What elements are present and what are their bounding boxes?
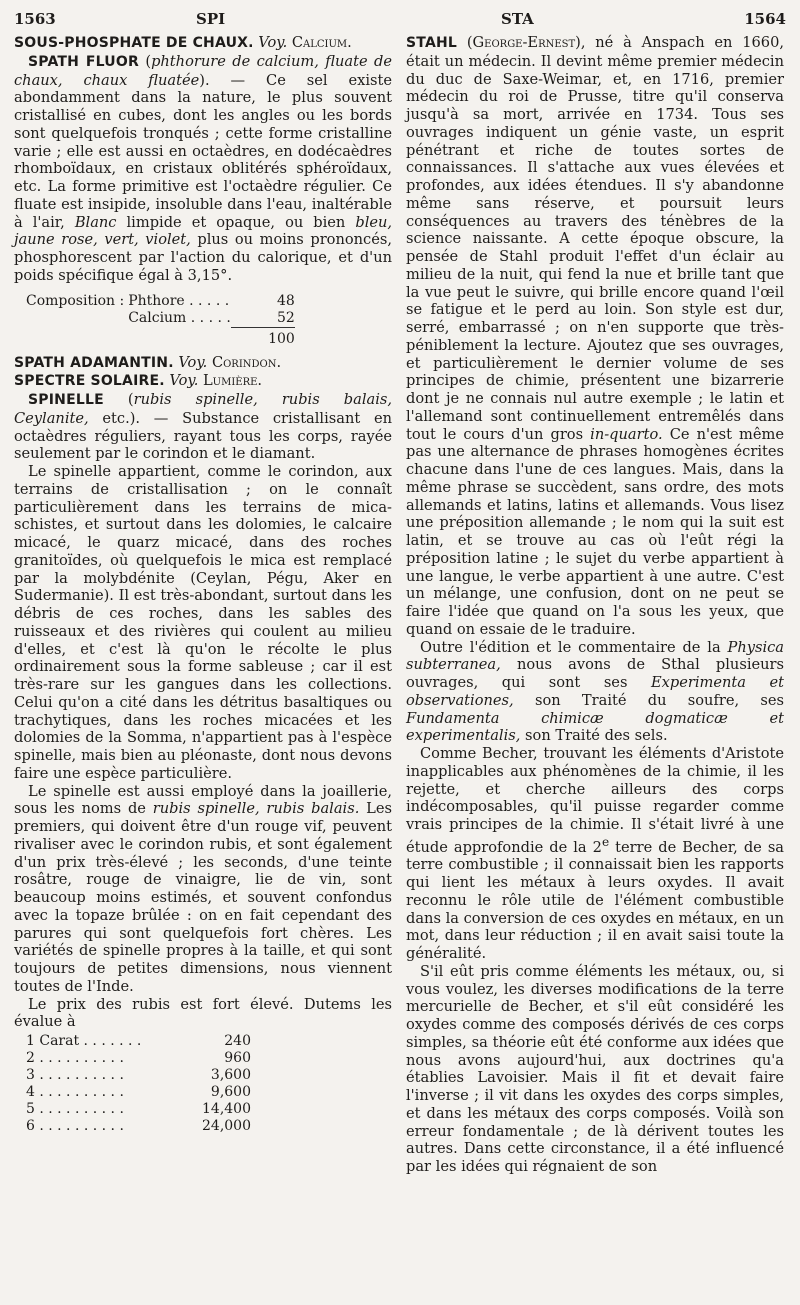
entry-text: etc.). — Substance cristallisant en octaèdres réguliers, rayant tous les corps, rayée seulement par le corindon et le diamant. bbox=[14, 409, 393, 463]
entry-text: Comme Becher, trouvant les éléments d'Aristote inapplicables aux phénomènes de la chimie, il les rejette, et cherche ailleurs des corps indécomposables, qu'il puisse regarder comme vrais principes de la chimie. Il s'était livré à une étude approfondie de la 2 bbox=[406, 745, 784, 856]
component-name: Phthore . . . . . bbox=[128, 292, 230, 309]
component-value: 48 bbox=[277, 292, 295, 309]
left-column bbox=[14, 34, 392, 1135]
paragraph: Le prix des rubis est fort élevé. Dutems les évalue à bbox=[14, 995, 392, 1031]
entry-text: Ce n'est même pas une alternance de phrases homogènes écrites chacune dans l'une de ces langues. Mais, dans la même phrase se succèdent, sans ordre, des mots allemands et latins, latins et allemands. Vous lisez une préposition allemande ; le nom qui la suit est latin, et se trouve au cas où l'eût régi la préposition latine ; le sujet du verbe appartient à une langue, le verbe appartient à une autre. C'est un mélange, une confusion, dont on ne peut se faire l'idée que quand on l'a sous les yeux, que quand on essaie de le traduire. bbox=[406, 425, 785, 638]
entry-text: nous avons de Sthal plusieurs ouvrages, qui sont ses bbox=[406, 656, 784, 691]
ordinal-suffix: e bbox=[601, 834, 610, 849]
page-header bbox=[14, 10, 786, 30]
entry-text: plus ou moins prononcés, phosphorescent par l'action du calorique, et d'un poids spécifique égal à 3,15°. bbox=[14, 231, 392, 284]
price-value: 24,000 bbox=[202, 1118, 251, 1134]
entry-text: Outre l'édition et le commentaire de la bbox=[420, 638, 721, 656]
guide-word-right: STA bbox=[501, 10, 534, 28]
entry-spath-fluor: SPATH FLUOR (phthorure de calcium, fluate de chaux, chaux fluatée). — Ce sel existe abondamment dans la nature, le plus souvent cristallisé en cubes, dont les angles ou les bords sont quelquefois tronqués ; cette forme cristalline varie ; elle est aussi en octaèdres, en dodécaèdres rhomboïdaux, en cristaux oblitérés sphéroïdaux, etc. La forme primitive est l'octaèdre régulier. Ce fluate est insipide, insoluble dans l'eau, inaltérable à l'air, Blanc limpide et opaque, ou bien bleu, jaune rose, vert, violet, plus ou moins prononcés, phosphorescent par l'action du calorique, et d'un poids spécifique égal à 3,15°. bbox=[14, 52, 393, 284]
entry-text: son Traité du soufre, ses bbox=[534, 691, 784, 709]
entry-text-italic: rubis spinelle, rubis balais. bbox=[152, 800, 360, 818]
guide-word-left: SPI bbox=[196, 10, 226, 28]
composition-label: Composition : bbox=[26, 292, 125, 309]
book-title: Fundamenta chimicæ dogmaticæ et experimentalis, bbox=[406, 709, 784, 745]
composition-row bbox=[26, 293, 295, 310]
entry-text: né à Anspach en 1660, était un médecin. Il devint même premier médecin du duc de Saxe-Weimar, et, en 1716, premier médecin du roi de Prusse, titre qu'il conserva jusqu'à sa mort, arrivée en 1734. Tous ses ouvrages indiquent un génie vaste, un esprit pénétrant et riche de toutes sortes de connaissances. Il s'attache aux vues élevées et profondes, aux idées étendues. Il s'y abandonne même sans réserve, et poursuit leurs conséquences au travers des ténèbres de la science naissante. A cette époque obscure, la pensée de Stahl produit l'effet d'un éclair au milieu de la nuit, qui fend la nue et brille tant que la vue peut le suivre, qui brille encore quand l'œil se fatigue et le perd au loin. Son style est dur, serré, embarrassé ; on n'en supporte que très-péniblement la lecture. Ajoutez que ses ouvrages, et particulièrement le dernier volume de ses principes de chimie, présentent une bizarrerie dont je ne connais nul autre exemple ; le latin et l'allemand sont continuellement entremêlés dans tout le cours d'un gros bbox=[406, 34, 784, 443]
entry-text-italic: Blanc bbox=[74, 213, 117, 231]
entry-spectre-solaire bbox=[14, 372, 392, 391]
paragraph: Le spinelle appartient, comme le corindon, aux terrains de cristallisation ; on le connaît particulièrement dans les terrains de mica-schistes, et surtout dans les dolomies, le calcaire micacé, le quarz micacé, dans des roches granitoïdes, où quelquefois le mica est remplacé par la molybdénite (Ceylan, Pégu, Aker en Sudermanie). Il est très-abondant, surtout dans les débris de ces roches, dans les sables des ruisseaux et des rivières qui coulent au milieu d'elles, et c'est là qu'on le récolte le plus ordinairement sous la forme sableuse ; car il est très-rare sur les gangues dans les collections. Celui qu'on a cité dans les détritus basaltiques ou trachytiques, dans les roches micacées et les dolomies de la Somma, n'appartient pas à l'espèce spinelle, mais bien au pléonaste, dont nous devons faire une espèce particulière. bbox=[14, 463, 392, 782]
component-value: 52 bbox=[277, 309, 295, 326]
price-table bbox=[26, 1033, 251, 1135]
entry-text: Les premiers, qui doivent être d'un rouge vif, peuvent rivaliser avec le corindon rubis, et sont également d'un prix très-élevé ; les seconds, d'une teinte rosâtre, rouge de vinaigre, lie de vin, sont beaucoup moins estimés, et souvent confondus avec la topaze brûlée : on en fait cependant des parures qui sont quelquefois fort chères. Les variétés de spinelle propres à la taille, et qui sont toujours de petites dimensions, nous viennent toutes de l'Inde. bbox=[14, 800, 392, 995]
price-row bbox=[26, 1067, 251, 1084]
entry-spath-adamantin bbox=[14, 354, 392, 373]
price-weight: 2 . . . . . . . . . . bbox=[26, 1050, 124, 1066]
composition-table bbox=[26, 293, 295, 348]
given-names: (George-Ernest), bbox=[466, 34, 586, 51]
synonyms: rubis spinelle, rubis balais, Ceylanite, bbox=[14, 391, 393, 427]
price-weight: 6 . . . . . . . . . . bbox=[26, 1118, 124, 1134]
headword: SPINELLE bbox=[28, 392, 104, 408]
price-row bbox=[26, 1084, 251, 1101]
price-row bbox=[26, 1101, 251, 1118]
entry-text: son Traité des sels. bbox=[525, 727, 668, 745]
price-value: 14,400 bbox=[202, 1101, 251, 1117]
paragraph bbox=[406, 639, 784, 746]
price-value: 3,600 bbox=[210, 1067, 251, 1083]
paragraph bbox=[406, 745, 784, 963]
entry-stahl bbox=[406, 34, 784, 639]
headword: STAHL bbox=[406, 35, 458, 51]
price-weight: 1 Carat . . . . . . . bbox=[26, 1033, 142, 1049]
page-number-left: 1563 bbox=[14, 10, 56, 28]
headword: SPATH FLUOR bbox=[28, 53, 139, 70]
price-row bbox=[26, 1118, 251, 1135]
see-also-label: Voy. bbox=[169, 372, 199, 390]
entry-text: limpide et opaque, ou bien bbox=[126, 213, 346, 231]
book-title: Experimenta et observationes, bbox=[406, 674, 784, 709]
page-number-right: 1564 bbox=[744, 10, 786, 28]
right-column bbox=[406, 34, 784, 1176]
book-title: Physica subterranea, bbox=[406, 638, 785, 674]
price-value: 960 bbox=[224, 1050, 251, 1066]
composition-total-row bbox=[26, 327, 295, 348]
see-also-label: Voy. bbox=[258, 34, 288, 51]
entry-text-italic: in-quarto. bbox=[590, 425, 663, 443]
composition-row bbox=[26, 310, 295, 328]
cross-reference: Corindon. bbox=[211, 353, 282, 371]
paragraph: S'il eût pris comme éléments les métaux, ou, si vous voulez, les diverses modifications de la terre mercurielle de Becher, et s'il eût considéré les oxydes comme des composés dérivés de ces corps simples, sa théorie eût été conforme aux idées que nous avons aujourd'hui, aux doctrines qu'a établies Lavoisier. Mais il fit et devait faire l'inverse ; il vit dans les oxydes des corps simples, et dans les métaux des corps composés. Voilà son erreur fondamentale ; de là dérivent toutes les autres. Dans cette circonstance, il a été influencé par les idées qui régnaient de son bbox=[406, 962, 784, 1176]
cross-reference: Lumière. bbox=[202, 372, 263, 390]
headword: SPATH ADAMANTIN. bbox=[14, 354, 174, 371]
price-row bbox=[26, 1050, 251, 1067]
synonyms: phthorure de calcium, fluate de chaux, chaux fluatée bbox=[14, 52, 392, 89]
price-row bbox=[26, 1033, 251, 1050]
entry-spinelle: SPINELLE (rubis spinelle, rubis balais, Ceylanite, etc.). — Substance cristallisant en octaèdres réguliers, rayant tous les corps, rayée seulement par le corindon et le diamant. bbox=[14, 391, 393, 463]
composition-total: 100 bbox=[231, 327, 295, 348]
component-name: Calcium . . . . . bbox=[128, 309, 231, 326]
paragraph bbox=[14, 783, 392, 996]
headword: SPECTRE SOLAIRE. bbox=[14, 373, 165, 390]
price-weight: 5 . . . . . . . . . . bbox=[26, 1101, 124, 1117]
price-value: 9,600 bbox=[210, 1084, 251, 1100]
headword: SOUS-PHOSPHATE DE CHAUX. bbox=[14, 35, 254, 51]
entry-text: Le spinelle est aussi employé dans la joaillerie, sous les noms de bbox=[14, 782, 392, 818]
cross-reference: Calcium. bbox=[291, 34, 352, 51]
price-weight: 3 . . . . . . . . . . bbox=[26, 1067, 124, 1083]
entry-text: ). — Ce sel existe abondamment dans la nature, le plus souvent cristallisé en cubes, dont les angles ou les bords sont quelquefois tronqués ; cette forme cristalline varie ; elle est aussi en octaèdres, en dodécaèdres rhomboïdaux, en cristaux oblitérés sphéroïdaux, etc. La forme primitive est l'octaèdre régulier. Ce fluate est insipide, insoluble dans l'eau, inaltérable à l'air, bbox=[14, 71, 392, 231]
entry-text: terre de Becher, de sa terre combustible ; il connaissait bien les rapports qui lient les métaux à leurs oxydes. Il avait reconnu le rôle utile de l'élément combustible dans la conversion de ces oxydes en métaux, en un mot, dans leur réduction ; il en avait saisi toute la généralité. bbox=[406, 838, 785, 963]
entry-sous-phosphate bbox=[14, 34, 392, 53]
price-value: 240 bbox=[224, 1033, 251, 1049]
see-also-label: Voy. bbox=[178, 353, 208, 371]
entry-text-italic: bleu, jaune rose, vert, violet, bbox=[14, 213, 393, 249]
price-weight: 4 . . . . . . . . . . bbox=[26, 1084, 124, 1100]
